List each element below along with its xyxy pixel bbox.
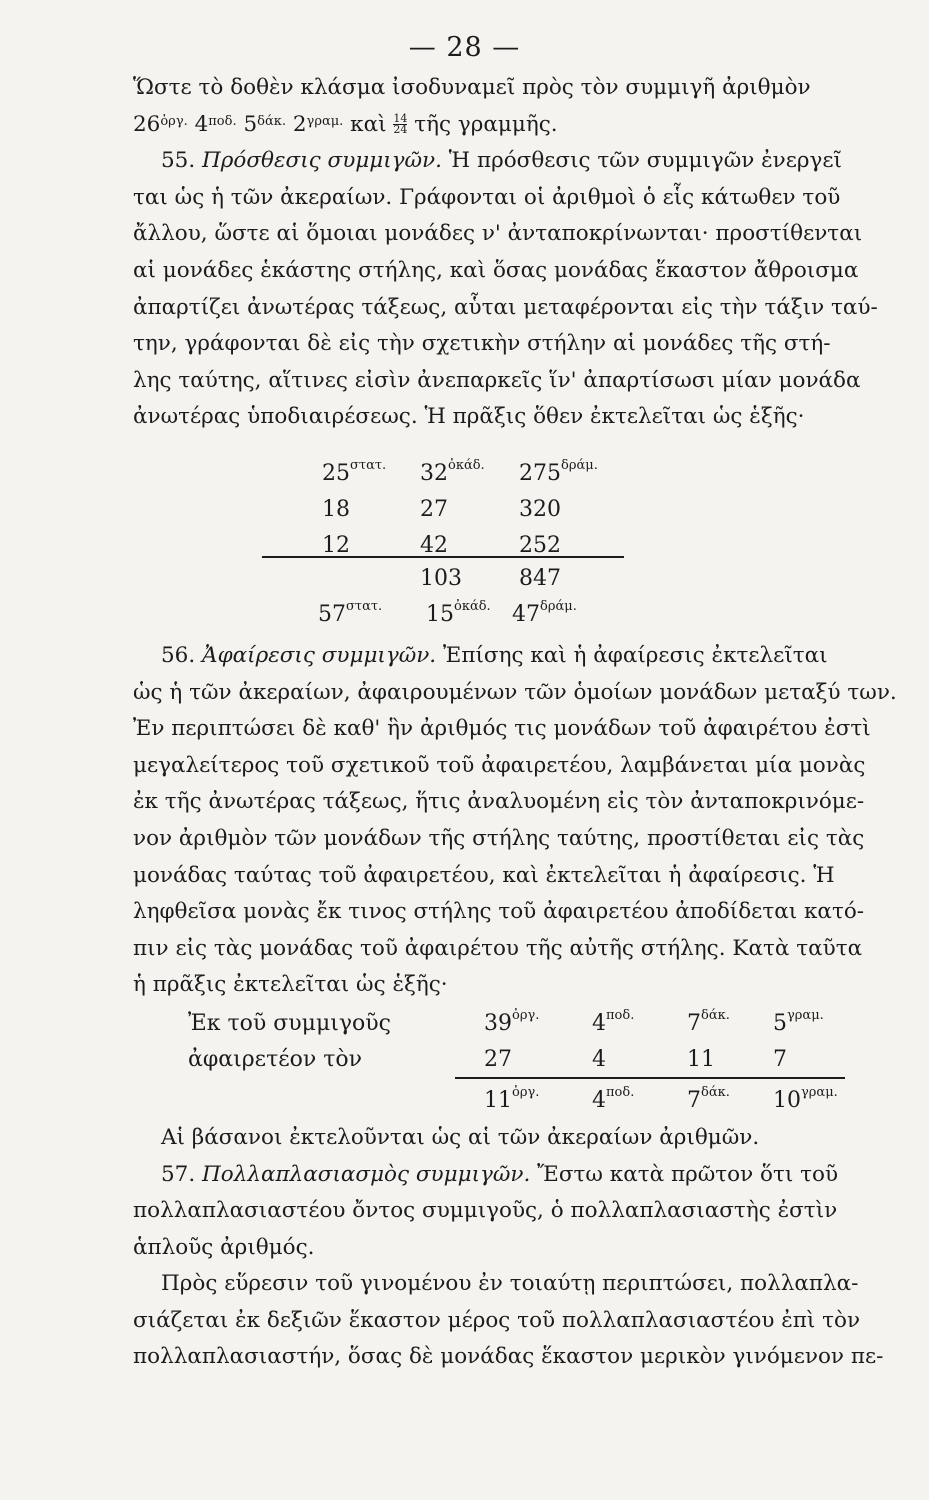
section-57-block (133, 1120, 879, 1266)
calc-number: 7 (773, 1046, 787, 1072)
calc-number: 4 (592, 1046, 606, 1072)
text-line: λης ταύτης, αἵτινες εἰσὶν ἀνεπαρκεῖς ἵν' ἀπαρτίσωσι μίαν μονάδα (133, 367, 861, 393)
calc-cell (519, 455, 598, 491)
section-title: Ἀφαίρεσις συμμιγῶν. (202, 643, 437, 668)
text-line: την, γράφονται δὲ εἰς τὴν σχετικὴν στήλην αἱ μονάδες τῆς στή- (133, 331, 831, 357)
calc-label: ἀφαιρετέον τὸν (188, 1046, 363, 1072)
calc-row (188, 1005, 824, 1041)
calc-cell (592, 1005, 687, 1041)
calc-row (188, 1041, 824, 1077)
measure-number: 4 (194, 111, 209, 137)
text-line: Ἐν περιπτώσει δὲ καθ' ἣν ἀριθμός τις μονάδων τοῦ ἀφαιρέτου ἐστὶ (133, 716, 871, 742)
calc-number: 7 (687, 1010, 701, 1036)
text-fragment: Ἐπίσης καὶ ἡ ἀφαίρεσις ἐκτελεῖται (443, 643, 828, 668)
calc-cell (512, 596, 577, 632)
text-line: ται ὡς ἡ τῶν ἀκεραίων. Γράφονται οἱ ἀριθμοὶ ὁ εἷς κάτωθεν τοῦ (133, 184, 841, 210)
calc-cell (426, 596, 512, 632)
calc-number: 32 (420, 460, 448, 486)
calc-unit: δράμ. (561, 457, 598, 473)
calc-unit: δάκ. (701, 1084, 730, 1100)
text-line: ἐκ τῆς ἀνωτέρας τάξεως, ἥτις ἀναλυομένη εἰς τὸν ἀνταποκρινόμε- (133, 789, 865, 815)
calc-number: 11 (484, 1087, 512, 1113)
subtraction-calculation (188, 1005, 824, 1077)
measure-unit: ὀργ. (160, 113, 188, 129)
addition-sum-row (420, 560, 561, 596)
text-line-with-measures (133, 107, 879, 144)
calc-unit: ὀργ. (512, 1007, 540, 1023)
measure-number: 26 (133, 111, 161, 137)
calc-unit: ὀκάδ. (454, 598, 491, 614)
section-56-block (133, 638, 897, 1004)
addition-result-row (318, 596, 577, 632)
text-line: πολλαπλασιαστήν, ὅσας δὲ μονάδας ἕκαστον μερικὸν γινόμενον πε- (133, 1344, 884, 1370)
calc-number: 7 (687, 1087, 701, 1113)
calc-unit: στατ. (346, 598, 383, 614)
calc-number: 57 (318, 601, 346, 627)
text-line: πολλαπλασιαστέου ὄντος συμμιγοῦς, ὁ πολλαπλασιαστὴς ἐστὶν (133, 1198, 838, 1224)
text-line: ἡ πρᾶξις ἐκτελεῖται ὡς ἑξῆς· (133, 972, 448, 998)
text-line: μονάδας ταύτας τοῦ ἀφαιρετέου, καὶ ἐκτελεῖται ἡ ἀφαίρεσις. Ἡ (133, 862, 835, 888)
calc-row (484, 1082, 838, 1118)
text-line: Πρὸς εὕρεσιν τοῦ γινομένου ἐν τοιαύτῃ περιπτώσει, πολλαπλα- (161, 1271, 859, 1296)
section-56-heading-line (133, 638, 879, 675)
calc-cell (687, 1082, 773, 1118)
measure-unit: δάκ. (257, 113, 287, 129)
calc-number: 103 (420, 565, 462, 591)
calc-number: 47 (512, 601, 540, 627)
section-number: 57. (161, 1161, 196, 1187)
measure-number: 5 (243, 111, 258, 137)
text-line: ἀνωτέρας ὑποδιαιρέσεως. Ἡ πρᾶξις ὅθεν ἐκτελεῖται ὡς ἑξῆς· (133, 404, 805, 430)
sum-rule (262, 556, 624, 558)
text-line: νον ἀριθμὸν τῶν μονάδων τῆς στήλης ταύτης, προστίθεται εἰς τὰς (133, 825, 865, 851)
calc-label: Ἐκ τοῦ συμμιγοῦς (188, 1010, 391, 1036)
calc-row (322, 455, 598, 491)
calc-number: 4 (592, 1087, 606, 1113)
calc-number: 320 (519, 496, 561, 522)
calc-cell (773, 1005, 824, 1041)
section-55-heading-line (133, 143, 879, 180)
calc-number: 18 (322, 496, 350, 522)
fraction-numerator: 14 (393, 112, 408, 126)
measure-unit: γραμ. (306, 113, 344, 129)
calc-number: 27 (484, 1046, 512, 1072)
calc-cell (484, 1005, 592, 1041)
calc-cell (773, 1082, 838, 1118)
text-line: πιν εἰς τὰς μονάδας τοῦ ἀφαιρέτου τῆς αὐτῆς στήλης. Κατὰ ταῦτα (133, 935, 863, 961)
calc-number: 10 (773, 1087, 801, 1113)
calc-unit: γραμ. (787, 1007, 824, 1023)
calc-number: 25 (322, 460, 350, 486)
text-line: ἁπλοῦς ἀριθμός. (133, 1234, 315, 1260)
fraction (393, 114, 407, 135)
fraction-denominator: 24 (393, 123, 408, 137)
section-title: Πρόσθεσις συμμιγῶν. (202, 148, 442, 174)
calc-row (318, 596, 577, 632)
calc-unit: ποδ. (606, 1007, 635, 1023)
calc-number: 11 (687, 1046, 715, 1072)
calc-unit: ὀκάδ. (448, 457, 485, 473)
calc-number: 12 (322, 532, 350, 558)
text-fragment: τῆς γραμμῆς. (414, 111, 558, 137)
text-block-top (133, 70, 879, 436)
calc-row (420, 560, 561, 596)
calc-cell (484, 1082, 592, 1118)
calc-number: 847 (519, 565, 561, 591)
text-line: ληφθεῖσα μονὰς ἔκ τινος στήλης τοῦ ἀφαιρετέου ἀποδίδεται κατό- (133, 899, 865, 925)
calc-cell (420, 455, 519, 491)
section-57-heading-line (133, 1157, 879, 1194)
text-line: ἀπαρτίζει ἀνωτέρας τάξεως, αὗται μεταφέρονται εἰς τὴν τάξιν ταύ- (133, 294, 878, 320)
final-paragraph (133, 1266, 884, 1376)
calc-number: 39 (484, 1010, 512, 1036)
text-line: ἄλλου, ὥστε αἱ ὅμοιαι μονάδες ν' ἀνταποκρίνωνται· προστίθενται (133, 221, 863, 247)
calc-number: 5 (773, 1010, 787, 1036)
calc-row (322, 491, 598, 527)
section-title: Πολλαπλασιασμὸς συμμιγῶν. (202, 1161, 531, 1187)
subtraction-result-row (484, 1082, 838, 1118)
calc-cell (592, 1082, 687, 1118)
text-line: μεγαλείτερος τοῦ σχετικοῦ τοῦ ἀφαιρετέου, λαμβάνεται μία μονὰς (133, 752, 866, 778)
page-number: — 28 — (408, 32, 521, 63)
calc-number: 42 (420, 532, 448, 558)
text-fragment: Ἡ πρόσθεσις τῶν συμμιγῶν ἐνεργεῖ (448, 148, 842, 174)
calc-unit: γραμ. (801, 1084, 838, 1100)
section-number: 55. (161, 148, 196, 174)
calc-number: 15 (426, 601, 454, 627)
calc-number: 4 (592, 1010, 606, 1036)
calc-unit: δράμ. (540, 598, 577, 614)
text-line: ὡς ἡ τῶν ἀκεραίων, ἀφαιρουμένων τῶν ὁμοίων μονάδων μεταξύ των. (133, 679, 897, 705)
text-line: σιάζεται ἐκ δεξιῶν ἕκαστον μέρος τοῦ πολλαπλασιαστέου ἐπὶ τὸν (133, 1307, 861, 1333)
addition-calculation (322, 455, 598, 563)
calc-cell (322, 455, 420, 491)
difference-rule (455, 1077, 845, 1079)
measure-unit: ποδ. (208, 113, 237, 129)
text-line: Αἱ βάσανοι ἐκτελοῦνται ὡς αἱ τῶν ἀκεραίων ἀριθμῶν. (161, 1125, 760, 1150)
calc-cell (687, 1005, 773, 1041)
calc-unit: ποδ. (606, 1084, 635, 1100)
calc-number: 275 (519, 460, 561, 486)
text-line: Ὥστε τὸ δοθὲν κλάσμα ἰσοδυναμεῖ πρὸς τὸν συμμιγῆ ἀριθμὸν (133, 75, 811, 100)
calc-unit: ὀργ. (512, 1084, 540, 1100)
calc-unit: στατ. (350, 457, 387, 473)
conjunction: καὶ (350, 111, 387, 137)
calc-number: 27 (420, 496, 448, 522)
section-number: 56. (161, 643, 196, 668)
calc-unit: δάκ. (701, 1007, 730, 1023)
calc-number: 252 (519, 532, 561, 558)
calc-cell (318, 596, 426, 632)
text-fragment: Ἔστω κατὰ πρῶτον ὅτι τοῦ (537, 1161, 839, 1187)
measure-number: 2 (292, 111, 307, 137)
text-line: αἱ μονάδες ἑκάστης στήλης, καὶ ὅσας μονάδας ἕκαστον ἄθροισμα (133, 257, 859, 283)
